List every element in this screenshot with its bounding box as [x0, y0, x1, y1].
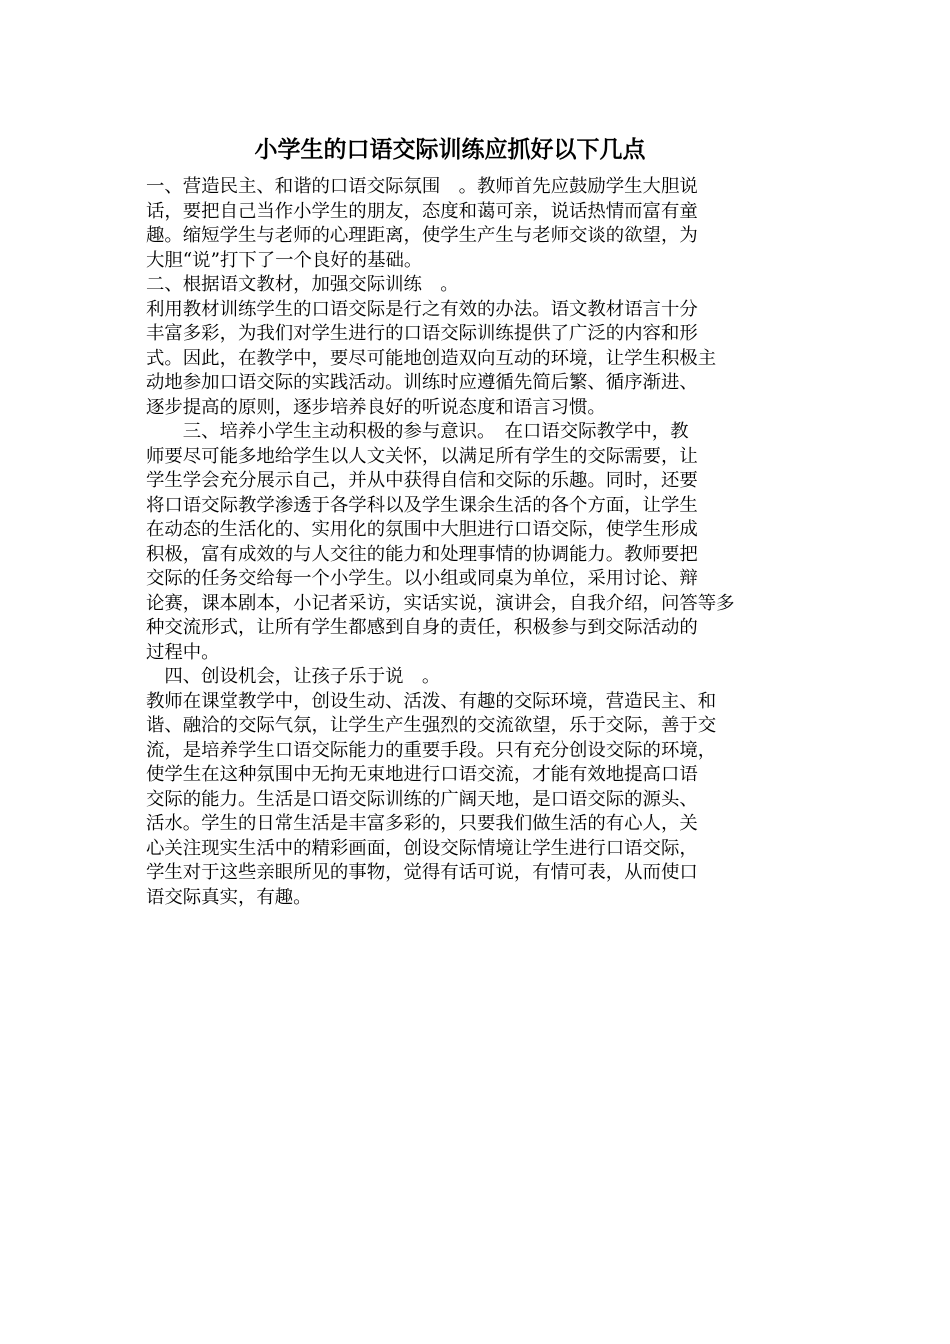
text-line: 心关注现实生活中的精彩画面，创设交际情境让学生进行口语交际， [146, 837, 698, 859]
text-line: 话，要把自己当作小学生的朋友，态度和蔼可亲，说话热情而富有童 [146, 200, 698, 222]
document-body [146, 175, 826, 910]
text-line: 流，是培养学生口语交际能力的重要手段。只有充分创设交际的环境， [146, 739, 717, 761]
text-line: 大胆“说”打下了一个良好的基础。 [146, 249, 423, 271]
text-line: 语交际真实，有趣。 [146, 886, 312, 908]
text-line: 逐步提高的原则，逐步培养良好的听说态度和语言习惯。 [146, 396, 606, 418]
text-line: 式。因此，在教学中，要尽可能地创造双向互动的环境，让学生积极主 [146, 347, 717, 369]
text-line: 学生学会充分展示自己，并从中获得自信和交际的乐趣。同时，还要 [146, 470, 698, 491]
text-line: 一、营造民主、和谐的口语交际氛围 。教师首先应鼓励学生大胆说 [146, 176, 698, 197]
text-line: 交际的能力。生活是口语交际训练的广阔天地，是口语交际的源头、 [146, 788, 698, 810]
document-title: 小学生的口语交际训练应抓好以下几点 [254, 136, 646, 163]
text-line: 种交流形式，让所有学生都感到自身的责任，积极参与到交际活动的 [146, 617, 698, 638]
text-line: 利用教材训练学生的口语交际是行之有效的办法。语文教材语言十分 [146, 298, 698, 320]
text-line: 四、创设机会，让孩子乐于说 。 [146, 666, 441, 687]
text-line: 积极，富有成效的与人交往的能力和处理事情的协调能力。教师要把 [146, 543, 698, 565]
text-line: 教师在课堂教学中，创设生动、活泼、有趣的交际环境，营造民主、和 [146, 690, 717, 712]
text-line: 谐、融洽的交际气氛，让学生产生强烈的交流欲望，乐于交际，善于交 [146, 715, 717, 736]
text-line: 丰富多彩，为我们对学生进行的口语交际训练提供了广泛的内容和形 [146, 323, 698, 344]
text-line: 三、培养小学生主动积极的参与意识。 在口语交际教学中，教 [146, 421, 689, 442]
text-line: 二、根据语文教材，加强交际训练 。 [146, 274, 459, 295]
text-line: 趣。缩短学生与老师的心理距离，使学生产生与老师交谈的欲望，为 [146, 225, 698, 246]
text-line: 动地参加口语交际的实践活动。训练时应遵循先简后繁、循序渐进、 [146, 372, 698, 393]
text-line: 使学生在这种氛围中无拘无束地进行口语交流，才能有效地提高口语 [146, 764, 698, 785]
text-line: 学生对于这些亲眼所见的事物，觉得有话可说，有情可表，从而使口 [146, 862, 698, 883]
text-line: 活水。学生的日常生活是丰富多彩的，只要我们做生活的有心人，关 [146, 813, 698, 834]
text-line: 过程中。 [146, 641, 220, 663]
text-line: 将口语交际教学渗透于各学科以及学生课余生活的各个方面，让学生 [146, 494, 698, 516]
text-line: 师要尽可能多地给学生以人文关怀，以满足所有学生的交际需要，让 [146, 445, 698, 467]
text-line: 在动态的生活化的、实用化的氛围中大胆进行口语交际，使学生形成 [146, 519, 698, 540]
text-line: 论赛，课本剧本，小记者采访，实话实说，演讲会，自我介绍，问答等多 [146, 592, 735, 614]
text-line: 交际的任务交给每一个小学生。以小组或同桌为单位，采用讨论、辩 [146, 568, 698, 589]
